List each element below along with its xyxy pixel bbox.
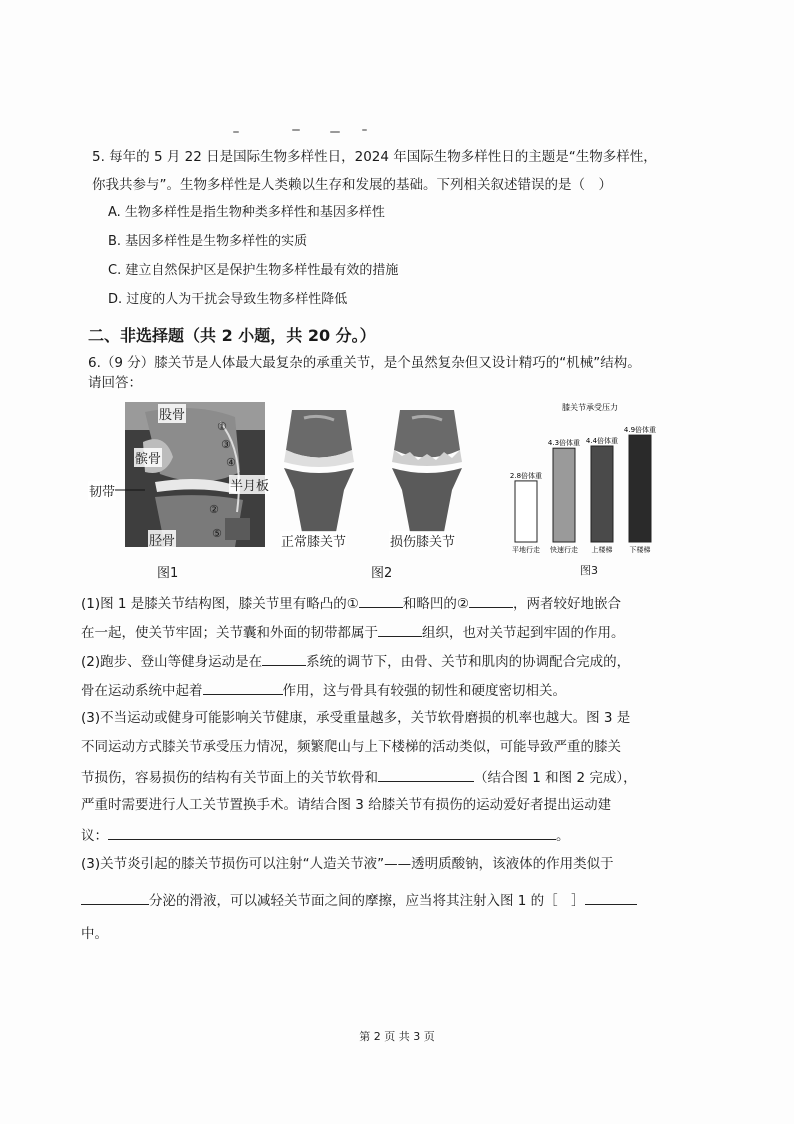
page-footer: 第 2 页 共 3 页	[359, 1030, 435, 1043]
bar-value-label-2: 4.3倍体重	[547, 439, 581, 448]
q6-p3-text-d: （结合图 1 和图 2 完成），	[474, 770, 637, 786]
q5-option-d: D. 过度的人为干扰会导致生物多样性降低	[108, 292, 348, 307]
fig1-ligament-pointer	[115, 487, 145, 493]
q6-p2-text-d: 作用，这与骨具有较强的韧性和硬度密切相关。	[282, 683, 566, 699]
bar-value-label-4: 4.9倍体重	[623, 426, 657, 435]
answer-blank-5[interactable]	[203, 680, 283, 695]
fig1-label-femur: 股骨	[158, 404, 186, 423]
bar-3	[591, 446, 613, 542]
scan-speck	[233, 131, 239, 133]
q6-part3-line2: 不同运动方式膝关节承受压力情况，频繁爬山与上下楼梯的活动类似，可能导致严重的膝关	[81, 739, 621, 755]
q6-p1-text-c: ，两者较好地嵌合	[513, 596, 622, 612]
q6-p3-text-f: 议：	[81, 828, 108, 844]
q6-part1-line1	[81, 593, 621, 613]
q5-option-a: A. 生物多样性是指生物种类多样性和基因多样性	[108, 205, 385, 220]
bar-2	[553, 448, 575, 542]
scan-speck	[330, 131, 340, 133]
answer-blank-2[interactable]	[469, 593, 513, 608]
q6-line1: 6.（9 分）膝关节是人体最大最复杂的承重关节，是个虽然复杂但又设计精巧的“机械”结构。	[88, 355, 641, 371]
fig2-label-injured: 损伤膝关节	[389, 531, 456, 550]
bar-1	[515, 481, 537, 542]
bar-category-label-1: 平地行走	[512, 546, 540, 554]
q5-line1: 5. 每年的 5 月 22 日是国际生物多样性日，2024 年国际生物多样性日的主题是“生物多样性，	[92, 149, 657, 165]
q6-p1-text-e: 组织，也对关节起到牢固的作用。	[422, 625, 625, 641]
q6-part4-line2	[81, 890, 637, 910]
bar-4	[629, 435, 651, 542]
fig1-label-meniscus: 半月板	[229, 475, 270, 494]
q6-p3-text-g: 。	[556, 828, 570, 844]
fig2-caption: 图2	[371, 566, 393, 581]
q6-line2: 请回答：	[88, 375, 142, 391]
q6-part1-line2	[81, 622, 625, 642]
figure2-injured-knee	[382, 410, 472, 532]
section-heading: 二、非选择题（共 2 小题，共 20 分。）	[88, 326, 376, 345]
fig1-marker-5: ⑤	[212, 527, 222, 540]
fig1-marker-1: ①	[217, 420, 227, 433]
q6-part4-line1: (3)关节炎引起的膝关节损伤可以注射“人造关节液”——透明质酸钠，该液体的作用类似于	[81, 856, 614, 872]
fig1-label-patella: 髌骨	[134, 448, 162, 467]
q6-part2-line1	[81, 651, 630, 671]
q6-p4-text-b: 分泌的滑液，可以减轻关节面之间的摩擦，应当将其注射入图 1 的［ ］	[149, 893, 585, 909]
fig1-marker-3: ③	[221, 438, 231, 451]
bar-value-label-1: 2.8倍体重	[509, 471, 543, 480]
figure3-bar-chart	[505, 396, 675, 561]
q6-part3-line3	[81, 767, 637, 787]
q6-p1-text-d: 在一起，使关节牢固；关节囊和外面的韧带都属于	[81, 625, 378, 641]
fig1-label-ligament: 韧带	[88, 481, 116, 500]
q5-option-c: C. 建立自然保护区是保护生物多样性最有效的措施	[108, 263, 399, 278]
chart-title: 膝关节承受压力	[562, 403, 618, 412]
bar-category-label-3: 上楼梯	[591, 546, 613, 554]
bar-category-label-2: 快速行走	[550, 546, 578, 554]
q6-p2-text-b: 系统的调节下，由骨、关节和肌肉的协调配合完成的，	[306, 654, 631, 670]
answer-blank-4[interactable]	[262, 651, 306, 666]
answer-blank-1[interactable]	[359, 593, 403, 608]
q6-p1-text-a: (1)图 1 是膝关节结构图，膝关节里有略凸的①	[81, 596, 359, 612]
scan-speck	[292, 129, 300, 131]
bar-category-label-4: 下楼梯	[629, 546, 651, 554]
q6-part4-line3: 中。	[81, 926, 108, 942]
q5-option-b: B. 基因多样性是生物多样性的实质	[108, 234, 308, 249]
fig1-label-tibia: 胫骨	[148, 530, 176, 549]
bar-value-label-3: 4.4倍体重	[585, 437, 619, 445]
fig2-label-normal: 正常膝关节	[280, 531, 347, 550]
fig1-marker-2: ②	[209, 503, 219, 516]
answer-blank-6[interactable]	[378, 767, 474, 782]
q5-line2: 你我共参与”。生物多样性是人类赖以生存和发展的基础。下列相关叙述错误的是（ ）	[92, 177, 612, 193]
fig3-caption: 图3	[580, 564, 598, 577]
answer-blank-9[interactable]	[585, 890, 637, 905]
fig1-marker-4: ④	[226, 456, 236, 469]
figure2-normal-knee	[274, 410, 364, 532]
q6-part2-line2	[81, 680, 566, 700]
q6-part3-line4: 严重时需要进行人工关节置换手术。请结合图 3 给膝关节有损伤的运动爱好者提出运动建	[81, 797, 612, 813]
scan-speck	[362, 129, 367, 131]
q6-p2-text-a: (2)跑步、登山等健身运动是在	[81, 654, 263, 670]
q6-p3-text-c: 节损伤，容易损伤的结构有关节面上的关节软骨和	[81, 770, 378, 786]
q6-part3-line5	[81, 825, 570, 845]
answer-blank-8[interactable]	[81, 890, 149, 905]
q6-p2-text-c: 骨在运动系统中起着	[81, 683, 203, 699]
q6-p1-text-b: 和略凹的②	[402, 596, 470, 612]
answer-blank-7[interactable]	[108, 825, 556, 840]
q6-part3-line1: (3)不当运动或健身可能影响关节健康，承受重量越多，关节软骨磨损的机率也越大。图 3 是	[81, 710, 631, 726]
answer-blank-3[interactable]	[378, 622, 422, 637]
fig1-caption: 图1	[157, 566, 179, 581]
